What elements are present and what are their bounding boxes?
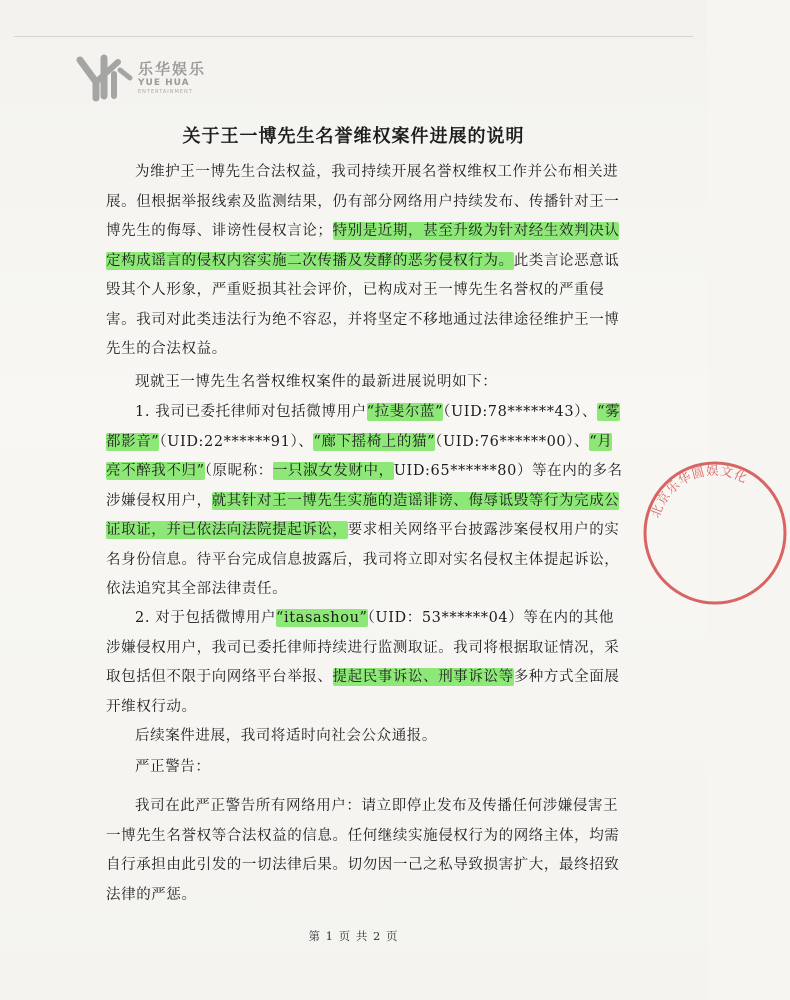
item1-former-label: （原昵称：: [204, 463, 273, 479]
item1-uid-2: （UID:22******91）、: [159, 433, 314, 450]
item1-user-1: “拉斐尔蓝”: [366, 404, 444, 420]
item2-action-highlight: 提起民事诉讼、刑事诉讼等: [332, 669, 514, 685]
item2-text-2: （UID：53******04）等在内的其他涉嫌侵权用户，我司已委托律师持续进行监测取证。我司将根据取证情况，采取包括但不限于向网络平台举报、: [106, 610, 620, 685]
yuehua-logo-icon: [74, 52, 134, 102]
item1-uid-3: （UID:76******00）、: [435, 433, 590, 450]
follow-up-paragraph: [106, 722, 626, 752]
warning-text: 我司在此严正警告所有网络用户：请立即停止发布及传播任何涉嫌侵害王一博先生名誉权等合法权益的信息。任何继续实施侵权行为的网络主体，均需自行承担由此引发的一切法律后果。切勿因一己之私导致损害扩大，最终招致法律的严惩。: [106, 798, 620, 903]
warning-heading: 严正警告：: [135, 759, 211, 775]
seal-text: 北京乐华圆娱文化: [647, 462, 751, 520]
logo-english-name: YUE HUA: [138, 78, 190, 88]
progress-intro: [106, 368, 626, 398]
warning-heading-block: [106, 753, 626, 783]
item1-former-name: 一只淑女发财中，: [272, 463, 394, 479]
item1-uid-1: （UID:78******43）、: [443, 404, 598, 420]
item1-action-highlight: 就其针对王一博先生实施的造谣诽谤、侮辱诋毁等行为完成公证取证，并已依法向法院提起诉讼，: [106, 492, 620, 538]
item1-user-4: “月亮不醉我不归”: [106, 433, 613, 479]
intro-highlight: 特别是近期，甚至升级为针对经生效判决认定构成谣言的侵权内容实施二次传播及发酵的恶劣侵权行为。: [106, 223, 620, 269]
intro-paragraph: [106, 158, 626, 365]
company-logo: [74, 52, 244, 104]
company-seal-stamp: [640, 458, 790, 608]
item2-text-1: 2. 对于包括微博用户: [135, 610, 277, 626]
warning-paragraph: [106, 792, 626, 910]
document-title: 关于王一博先生名誉维权案件进展的说明: [182, 126, 525, 147]
page-number: 第 1 页 共 2 页: [308, 929, 399, 943]
item2-text-3: 多种方式全面展开维权行动。: [106, 669, 620, 715]
item1-text-2: 要求相关网络平台披露涉案侵权用户的实名身份信息。待平台完成信息披露后，我司将立即对实名侵权主体提起诉讼，依法追究其全部法律责任。: [106, 522, 620, 597]
logo-chinese-name: 乐华娱乐: [138, 60, 207, 78]
svg-text:北京乐华圆娱文化: [647, 463, 750, 520]
item1-user-3: “廊下摇椅上的猫”: [313, 433, 436, 450]
intro-text-2: 此类言论恶意诋毁其个人形象，严重贬损其社会评价，已构成对王一博先生名誉权的严重侵害。我司对此类违法行为绝不容忍，并将坚定不移地通过法律途径维护王一博先生的合法权益。: [106, 252, 620, 357]
logo-english-subtitle: ENTERTAINMENT: [138, 89, 193, 95]
follow-up-text: 后续案件进展，我司将适时向社会公众通报。: [135, 728, 437, 744]
progress-intro-text: 现就王一博先生名誉权维权案件的最新进展说明如下：: [135, 374, 498, 390]
item2-user: “itasashou”: [276, 610, 368, 626]
progress-item-1: [106, 398, 626, 605]
item1-user-2: “雾都影音”: [106, 404, 621, 450]
item1-text-1: 1. 我司已委托律师对包括微博用户: [135, 404, 367, 420]
item1-uid-4: UID:65******80）等在内的多名涉嫌侵权用户，: [106, 463, 623, 509]
top-divider: [14, 36, 693, 37]
intro-text-1: 为维护王一博先生合法权益，我司持续开展名誉权维权工作并公布相关进展。但根据举报线索及监测结果，仍有部分网络用户持续发布、传播针对王一博先生的侮辱、诽谤性侵权言论；: [106, 164, 620, 239]
progress-item-2: [106, 604, 626, 722]
